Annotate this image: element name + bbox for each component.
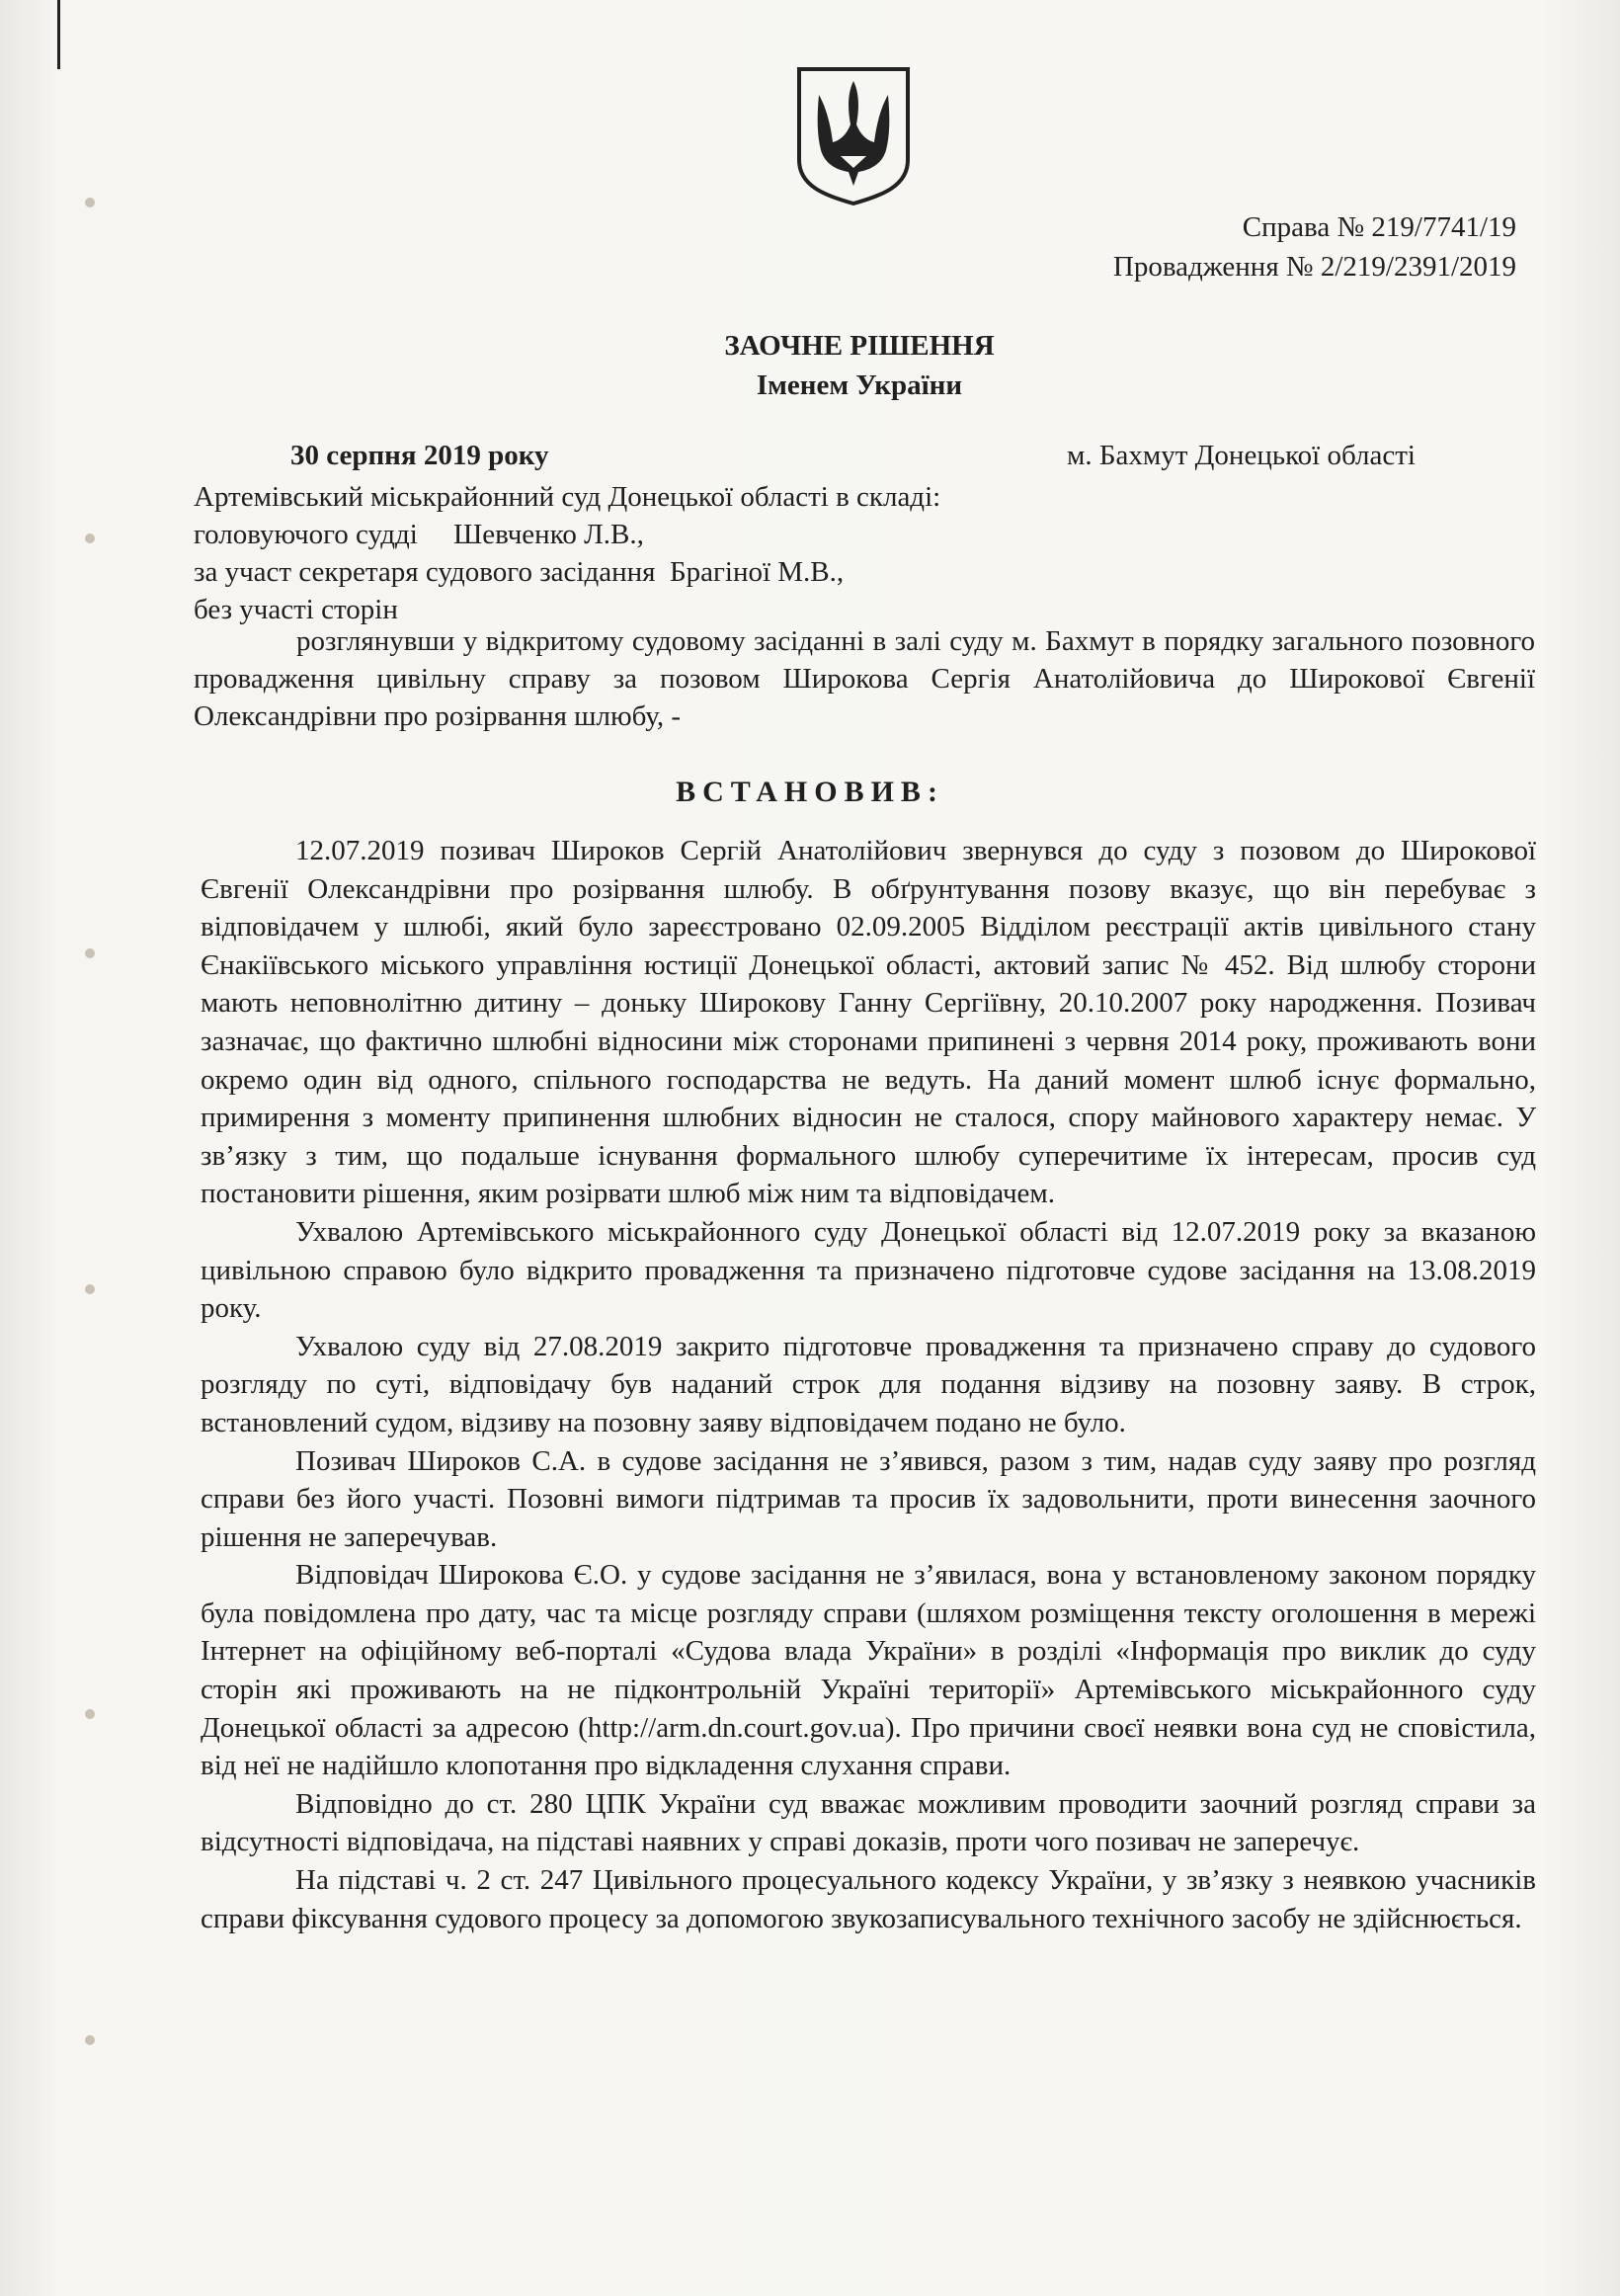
- paragraph: 12.07.2019 позивач Широков Сергій Анатолійович звернувся до суду з позовом до Широкової Євгенії Олександрівни про розірвання шлюбу. В обґрунтування позову вказує, що він перебуває з відповідачем у шлюбі, який було зареєстровано 02.09.2005 Відділом реєстрації актів цивільного стану Єнакіївського міського управління юстиції Донецької області, актовий запис № 452. Від шлюбу сторони мають неповнолітню дитину – доньку Широкову Ганну Сергіївну, 20.10.2007 року народження. Позивач зазначає, що фактично шлюбні відносини між сторонами припинені з червня 2014 року, проживають вони окремо один від одного, спільного господарства не ведуть. На даний момент шлюб існує формально, примирення з моменту припинення шлюбних відносин не сталося, спору майнового характеру немає. У зв’язку з тим, що подальше існування формального шлюбу суперечитиме їх інтересам, просив суд постановити рішення, яким розірвати шлюб між ним та відповідачем.: [201, 835, 1536, 1210]
- punch-hole: [85, 948, 95, 958]
- paragraph: Ухвалою Артемівського міськрайонного суду Донецької області від 12.07.2019 року за вказаною цивільною справою було відкрито провадження та призначено підготовче судове засідання на 13.08.2019 року.: [201, 1215, 1536, 1325]
- document-title: ЗАОЧНЕ РІШЕННЯ: [724, 330, 995, 362]
- paragraph: Відповідач Широкова Є.О. у судове засідання не з’явилася, вона у встановленому законом порядку була повідомлена про дату, час та місце розгляду справи (шляхом розміщення тексту оголошення в мережі Інтернет на офіційному веб-порталі «Судова влада України» в розділі «Інформація про виклик до суду сторін які проживають на не підконтрольній Україні території» Артемівського міськрайонного суду Донецької області за адресою (http://arm.dn.court.gov.ua). Про причини своєї неявки вона суд не сповістила, від неї не надійшло клопотання про відкладення слухання справи.: [201, 1559, 1536, 1782]
- body-text: [201, 832, 1536, 1937]
- decision-place: м. Бахмут Донецької області: [1067, 440, 1416, 471]
- case-info: [1113, 207, 1516, 287]
- punch-hole: [85, 1709, 95, 1719]
- title-block: [0, 326, 1620, 405]
- court-composition: [194, 478, 1547, 628]
- punch-hole: [85, 2035, 95, 2045]
- court-line: Артемівський міськрайонний суд Донецької області в складі:: [194, 481, 941, 513]
- binding-mark: [57, 0, 60, 69]
- proceeding-number: Провадження № 2/219/2391/2019: [1112, 251, 1516, 283]
- paragraph: На підставі ч. 2 ст. 247 Цивільного процесуального кодексу України, у зв’язку з неявкою учасників справи фіксування судового процесу за допомогою звукозаписувального технічного засобу не здійснюється.: [201, 1864, 1536, 1934]
- paragraph: Ухвалою суду від 27.08.2019 закрито підготовче провадження та призначено справу до судового розгляду по суті, відповідачу був наданий строк для подання відзиву на позовну заяву. В строк, встановлений судом, відзиву на позовну заяву відповідачем подано не було.: [201, 1330, 1536, 1438]
- parties-line: без участі сторін: [194, 594, 398, 625]
- paragraph: Позивач Широков С.А. в судове засідання не з’явився, разом з тим, надав суду заяву про розгляд справи без його участі. Позовні вимоги підтримав та просив їх задовольнити, проти винесення заочного рішення не заперечував.: [201, 1444, 1536, 1553]
- punch-hole: [85, 198, 95, 207]
- case-number: Справа № 219/7741/19: [1242, 211, 1516, 243]
- section-heading: ВСТАНОВИВ:: [676, 776, 944, 808]
- judge-line: головуючого судді Шевченко Л.В.,: [194, 519, 644, 550]
- punch-hole: [85, 533, 95, 543]
- coat-of-arms-icon: [795, 65, 912, 205]
- secretary-line: за участ секретаря судового засідання Брагіної М.В.,: [194, 556, 845, 588]
- document-subtitle: Іменем України: [756, 369, 963, 401]
- considered-paragraph: розглянувши у відкритому судовому засіданні в залі суду м. Бахмут в порядку загального позовного провадження цивільну справу за позовом Широкова Сергія Анатолійовича до Широкової Євгенії Олександрівни про розірвання шлюбу, -: [194, 625, 1535, 732]
- punch-hole: [85, 1284, 95, 1294]
- punch-holes: [79, 198, 103, 2075]
- decision-date: 30 серпня 2019 року: [290, 440, 549, 471]
- paragraph: Відповідно до ст. 280 ЦПК України суд вважає можливим проводити заочний розгляд справи за відсутності відповідача, на підставі наявних у справі доказів, проти чого позивач не заперечує.: [201, 1787, 1536, 1858]
